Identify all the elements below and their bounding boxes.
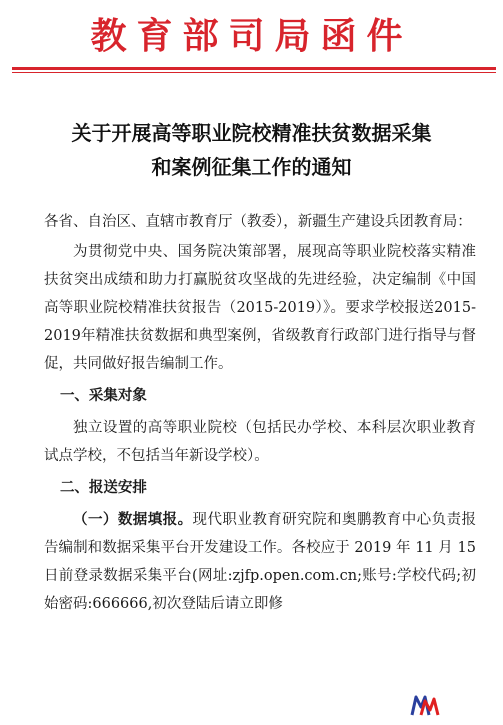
paragraph-intro: 为贯彻党中央、国务院决策部署，展现高等职业院校落实精准扶贫突出成绩和助力打赢脱贫攻坚战的先进经验，决定编制《中国高等职业院校精准扶贫报告（2015-2019）》。要求学校报送2015-2019年精准扶贫数据和典型案例，省级教育行政部门进行指导与督促，共同做好报告编制工作。 bbox=[44, 244, 476, 372]
letterhead-title: 教育部司局函件 bbox=[90, 15, 413, 57]
section-heading-submission: 二、报送安排 bbox=[59, 480, 147, 496]
subsection-text-data-filling: 现代职业教育研究院和奥鹏教育中心负责报告编制和数据采集平台开发建设工作。各校应于 2019 年 11 月 15 日前登录数据采集平台(网址:zjfp.open.com.cn;账号:学校代码;初始密码:666666,初次登陆后请立即修 bbox=[44, 512, 477, 612]
letterhead-rule-thick bbox=[12, 67, 496, 70]
logo-icon bbox=[410, 693, 440, 717]
subsection-label-data-filling: （一）数据填报。 bbox=[73, 512, 193, 528]
letterhead-rule-thin bbox=[12, 72, 496, 73]
section-heading-collection-scope: 一、采集对象 bbox=[59, 388, 147, 404]
notice-title bbox=[0, 116, 503, 184]
notice-title-line-1: 关于开展高等职业院校精准扶贫数据采集 bbox=[71, 121, 432, 145]
notice-body bbox=[44, 208, 476, 618]
notice-title-line-2: 和案例征集工作的通知 bbox=[151, 155, 352, 179]
section-text-data-filling bbox=[44, 506, 476, 618]
salutation: 各省、自治区、直辖市教育厅（教委），新疆生产建设兵团教育局： bbox=[44, 214, 472, 230]
section-text-collection-scope: 独立设置的高等职业院校（包括民办学校、本科层次职业教育试点学校，不包括当年新设学校）。 bbox=[44, 420, 476, 464]
